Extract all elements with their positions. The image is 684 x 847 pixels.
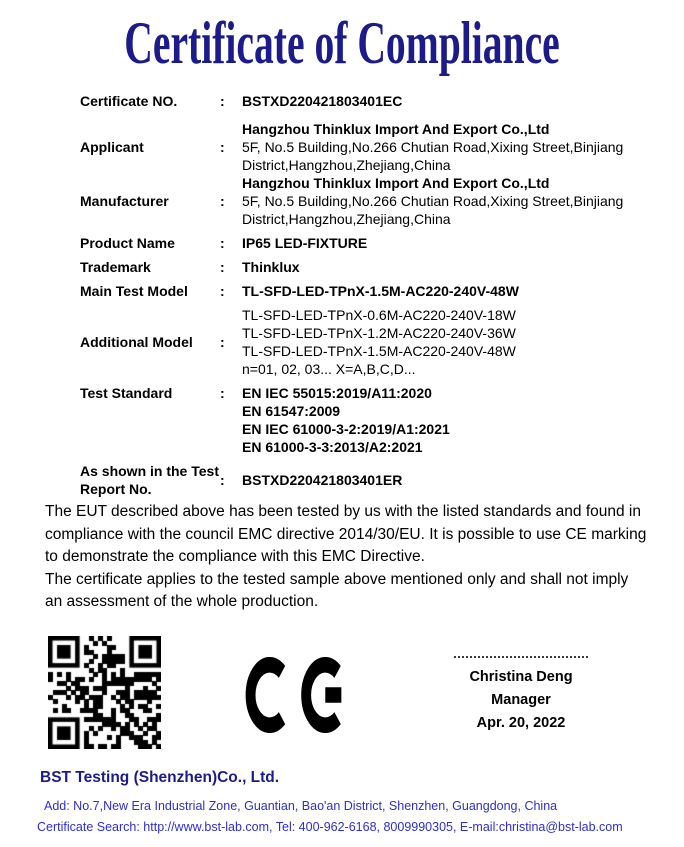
field-value-line: 5F, No.5 Building,No.266 Chutian Road,Xixing Street,Binjiang District,Hangzhou,Zhejiang,China	[242, 139, 624, 173]
field-value-line: TL-SFD-LED-TPnX-0.6M-AC220-240V-18W	[242, 307, 516, 323]
field-value-line: Hangzhou Thinklux Import And Export Co.,Ltd	[242, 175, 550, 191]
field-label: Product Name	[80, 235, 175, 251]
signatory-role: Manager	[491, 692, 551, 708]
field-value-line: IP65 LED-FIXTURE	[242, 235, 368, 251]
field-value-line: Hangzhou Thinklux Import And Export Co.,Ltd	[242, 121, 550, 137]
signature-block	[448, 656, 594, 739]
field-label: Test Standard	[80, 385, 173, 401]
colon-separator: :	[220, 193, 225, 209]
qr-code-icon	[48, 636, 161, 749]
colon-separator: :	[220, 93, 225, 109]
field-value	[242, 174, 632, 228]
colon-separator: :	[220, 472, 225, 488]
field-value-line: EN IEC 55015:2019/A11:2020	[242, 385, 432, 401]
field-label: Trademark	[80, 259, 151, 275]
field-value-line: EN 61000-3-3:2013/A2:2021	[242, 439, 423, 455]
colon-separator: :	[220, 259, 225, 275]
statement-paragraph: The EUT described above has been tested by us with the listed standards and found in compliance with the council EMC directive 2014/30/EU. It is possible to use CE marking to demonstrate the compliance with this EMC Directive.	[45, 503, 647, 565]
certificate-search-line: Certificate Search: http://www.bst-lab.com, Tel: 400-962-6168, 8009990305, E-mail:christina@bst-lab.com	[37, 820, 623, 834]
certificate-title: Certificate of Compliance	[124, 10, 560, 76]
field-value-line: 5F, No.5 Building,No.266 Chutian Road,Xixing Street,Binjiang District,Hangzhou,Zhejiang,China	[242, 193, 624, 227]
field-value-line: TL-SFD-LED-TPnX-1.2M-AC220-240V-36W	[242, 325, 516, 341]
statement-paragraph: The certificate applies to the tested sample above mentioned only and shall not imply an assessment of the whole production.	[45, 570, 629, 610]
issuer-company-name: BST Testing (Shenzhen)Co., Ltd.	[40, 769, 280, 786]
issuer-address: Add: No.7,New Era Industrial Zone, Guantian, Bao'an District, Shenzhen, Guangdong, China	[44, 799, 558, 813]
field-value	[242, 384, 632, 456]
field-label: Main Test Model	[80, 283, 188, 299]
field-label: Certificate NO.	[80, 93, 178, 109]
field-value-line: Thinklux	[242, 259, 300, 275]
field-value-line: EN IEC 61000-3-2:2019/A1:2021	[242, 421, 450, 437]
field-value-line: EN 61547:2009	[242, 403, 341, 419]
field-value-line: n=01, 02, 03... X=A,B,C,D...	[242, 361, 416, 377]
colon-separator: :	[220, 235, 225, 251]
field-value	[242, 258, 632, 276]
info-row	[80, 258, 632, 276]
signatory-name: Christina Deng	[469, 669, 573, 685]
field-value-line: BSTXD220421803401ER	[242, 472, 403, 488]
signature-dotted-line	[454, 656, 588, 658]
field-label: As shown in the Test Report No.	[80, 463, 219, 497]
field-value	[242, 120, 632, 174]
field-value-line: TL-SFD-LED-TPnX-1.5M-AC220-240V-48W	[242, 343, 516, 359]
field-value	[242, 282, 632, 300]
field-label: Additional Model	[80, 334, 193, 350]
info-row	[80, 462, 632, 498]
colon-separator: :	[220, 283, 225, 299]
field-value	[242, 306, 632, 378]
field-value	[242, 234, 632, 252]
info-table	[80, 92, 632, 504]
compliance-statement	[45, 501, 647, 614]
colon-separator: :	[220, 139, 225, 155]
info-row	[80, 174, 632, 228]
field-value-line: TL-SFD-LED-TPnX-1.5M-AC220-240V-48W	[242, 283, 519, 299]
info-row	[80, 234, 632, 252]
field-label: Applicant	[80, 139, 144, 155]
colon-separator: :	[220, 334, 225, 350]
info-row	[80, 92, 632, 110]
field-label: Manufacturer	[80, 193, 169, 209]
signature-date: Apr. 20, 2022	[476, 715, 566, 731]
info-row	[80, 384, 632, 456]
field-value-line: BSTXD220421803401EC	[242, 93, 403, 109]
info-row	[80, 120, 632, 174]
field-value	[242, 92, 632, 110]
info-row	[80, 306, 632, 378]
info-row	[80, 282, 632, 300]
field-value	[242, 471, 632, 489]
colon-separator: :	[220, 385, 225, 401]
ce-marking-icon	[245, 656, 350, 734]
